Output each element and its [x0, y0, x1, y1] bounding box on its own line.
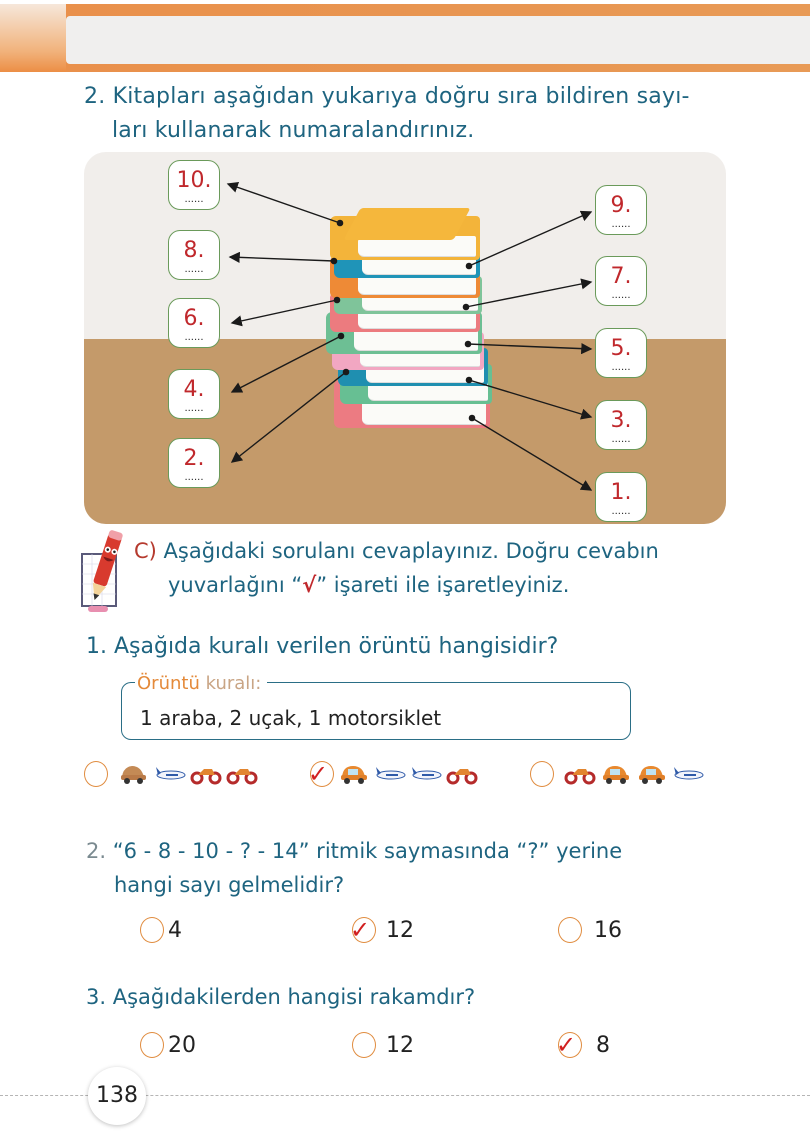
q1-option-b-pattern — [338, 760, 478, 786]
q2-option-c-label: 16 — [594, 918, 622, 943]
answer-dots: ...... — [184, 472, 204, 483]
answer-number: 1. — [610, 480, 632, 505]
answer-number: 9. — [610, 193, 632, 218]
motorcycle-icon — [564, 761, 596, 785]
header-band — [0, 4, 810, 72]
q1-option-c-radio[interactable] — [530, 761, 554, 787]
q3-option-b-label: 12 — [386, 1033, 414, 1058]
answer-dots: ...... — [184, 403, 204, 414]
answer-box-5[interactable] — [595, 328, 647, 378]
checkmark-symbol: √ — [302, 573, 317, 597]
answer-dots: ...... — [184, 194, 204, 205]
plane-icon — [672, 761, 704, 785]
pattern-rule-label: Örüntü kuralı: — [135, 672, 267, 696]
section-c-text-line-1: Aşağıdaki sorulanı cevaplayınız. Doğru cevabın — [163, 539, 659, 563]
page-number: 138 — [88, 1067, 146, 1125]
question-2-line-1: “6 - 8 - 10 - ? - 14” ritmik saymasında “?” yerine — [106, 839, 623, 863]
q3-option-a-label: 20 — [168, 1033, 196, 1058]
answer-number: 7. — [610, 264, 632, 289]
motorcycle-icon — [226, 761, 258, 785]
question-2-number: 2. — [86, 839, 107, 863]
q1-option-a-pattern — [118, 760, 258, 786]
exercise-2-title-line-2: ları kullanarak numaralandırınız. — [112, 118, 475, 143]
answer-dots: ...... — [611, 506, 631, 517]
plane-icon — [154, 761, 186, 785]
answer-box-2[interactable] — [168, 438, 220, 488]
answer-box-6[interactable] — [168, 298, 220, 348]
answer-number: 2. — [183, 446, 205, 471]
answer-box-4[interactable] — [168, 369, 220, 419]
q2-option-c-radio[interactable] — [558, 917, 582, 943]
question-3-text: 3. Aşağıdakilerden hangisi rakamdır? — [86, 985, 476, 1009]
checkmark-icon: ✓ — [350, 916, 371, 944]
car-icon — [338, 761, 370, 785]
answer-box-9[interactable] — [595, 185, 647, 235]
motorcycle-icon — [190, 761, 222, 785]
answer-dots: ...... — [184, 332, 204, 343]
plane-icon — [374, 761, 406, 785]
q3-option-c-label: 8 — [596, 1033, 610, 1058]
car-icon — [600, 761, 632, 785]
answer-dots: ...... — [611, 362, 631, 373]
checkmark-icon: ✓ — [556, 1031, 577, 1059]
q2-option-b-label: 12 — [386, 918, 414, 943]
q3-option-b-radio[interactable] — [352, 1032, 376, 1058]
book-stack-illustration — [84, 152, 726, 524]
car-icon — [636, 761, 668, 785]
header-title-area — [66, 16, 810, 64]
pencil-mascot-icon — [80, 528, 132, 614]
q2-option-a-label: 4 — [168, 918, 182, 943]
answer-number: 10. — [176, 168, 212, 193]
section-c-label: C) — [134, 539, 157, 563]
pattern-rule-text: 1 araba, 2 uçak, 1 motorsiklet — [140, 706, 442, 730]
section-c-text-line-2a: yuvarlağını “ — [168, 573, 303, 597]
answer-dots: ...... — [184, 264, 204, 275]
answer-dots: ...... — [611, 434, 631, 445]
answer-box-7[interactable] — [595, 256, 647, 306]
checkmark-icon: ✓ — [308, 760, 329, 788]
q1-option-a-radio[interactable] — [84, 761, 108, 787]
q1-option-c-pattern — [564, 760, 704, 786]
answer-number: 3. — [610, 408, 632, 433]
question-2-line-2: hangi sayı gelmelidir? — [114, 873, 345, 897]
car-icon — [118, 761, 150, 785]
plane-icon — [410, 761, 442, 785]
answer-number: 5. — [610, 336, 632, 361]
section-c-text-line-2b: ” işareti ile işaretleyiniz. — [316, 573, 570, 597]
answer-box-3[interactable] — [595, 400, 647, 450]
question-1-text: 1. Aşağıda kuralı verilen örüntü hangisidir? — [86, 634, 559, 659]
exercise-2-title-line-1: 2. Kitapları aşağıdan yukarıya doğru sıra bildiren sayı- — [84, 84, 690, 109]
answer-box-1[interactable] — [595, 472, 647, 522]
answer-number: 8. — [183, 238, 205, 263]
motorcycle-icon — [446, 761, 478, 785]
header-left-accent — [0, 4, 66, 72]
answer-number: 4. — [183, 377, 205, 402]
answer-box-8[interactable] — [168, 230, 220, 280]
answer-dots: ...... — [611, 290, 631, 301]
section-c-instructions — [134, 534, 728, 602]
q3-option-a-radio[interactable] — [140, 1032, 164, 1058]
q2-option-a-radio[interactable] — [140, 917, 164, 943]
answer-box-10[interactable] — [168, 160, 220, 210]
answer-number: 6. — [183, 306, 205, 331]
answer-dots: ...... — [611, 219, 631, 230]
question-2-text — [86, 834, 622, 868]
